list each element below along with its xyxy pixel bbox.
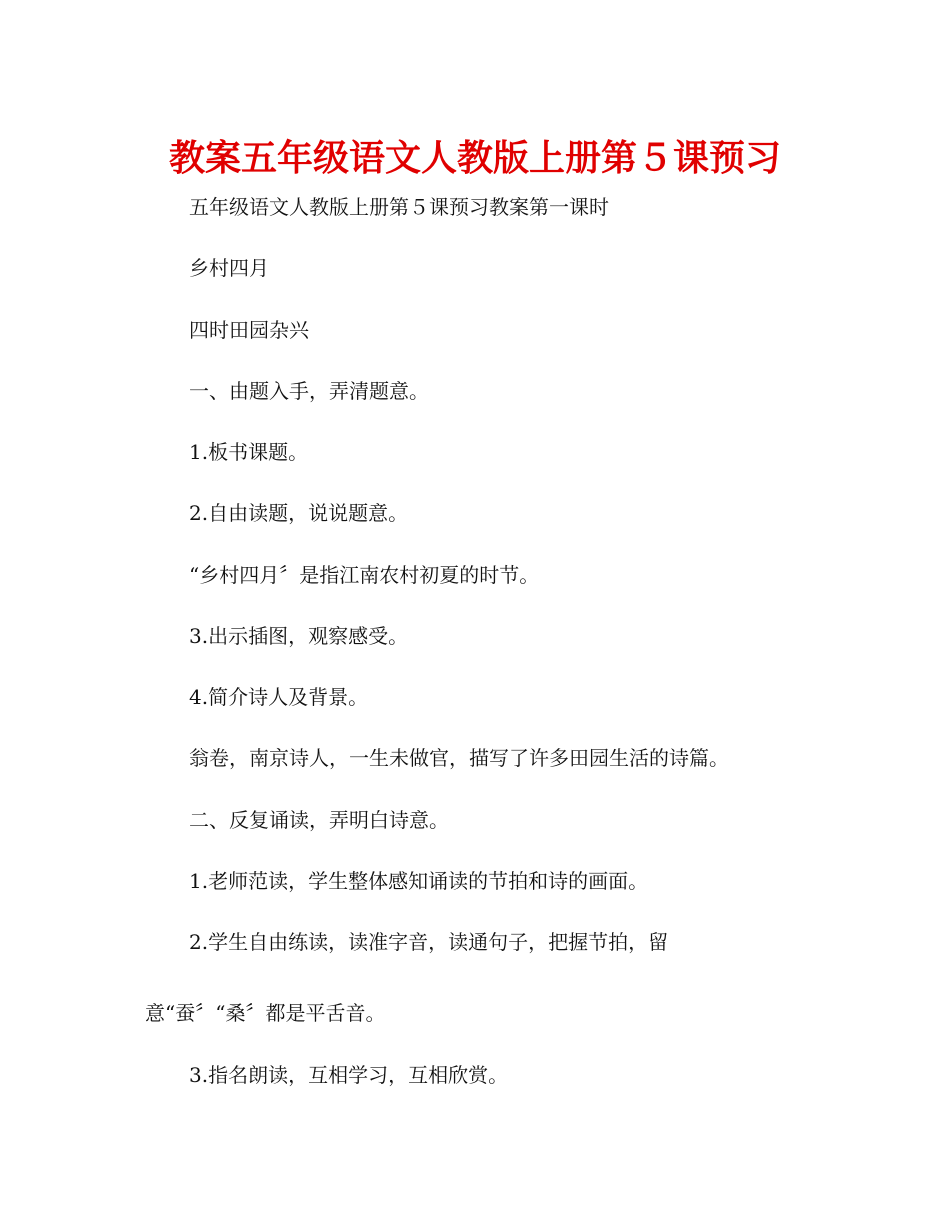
paragraph-step-3: 3.出示插图，观察感受。: [189, 624, 409, 648]
document-title: 教案五年级语文人教版上册第５课预习: [168, 138, 781, 179]
paragraph-poet-intro: 翁卷，南京诗人，一生未做官，描写了许多田园生活的诗篇。: [189, 746, 729, 770]
paragraph-poem-title-1: 乡村四月: [189, 256, 269, 280]
paragraph-step-2: 2.自由读题，说说题意。: [189, 501, 409, 525]
paragraph-step-4: 4.简介诗人及背景。: [189, 685, 369, 709]
paragraph-step-6-continued: 意“蚕〞“桑〞都是平舌音。: [145, 1001, 386, 1025]
paragraph-explanation: “乡村四月〞是指江南农村初夏的时节。: [189, 563, 540, 587]
paragraph-subtitle: 五年级语文人教版上册第５课预习教案第一课时: [189, 195, 609, 219]
paragraph-step-1: 1.板书课题。: [189, 440, 309, 464]
paragraph-step-7: 3.指名朗读，互相学习，互相欣赏。: [189, 1063, 509, 1087]
paragraph-step-6: 2.学生自由练读，读准字音，读通句子，把握节拍，留: [189, 930, 669, 954]
section-heading-1: 一、由题入手，弄清题意。: [189, 379, 429, 403]
section-heading-2: 二、反复诵读，弄明白诗意。: [189, 808, 449, 832]
paragraph-step-5: 1.老师范读，学生整体感知诵读的节拍和诗的画面。: [189, 869, 649, 893]
paragraph-poem-title-2: 四时田园杂兴: [189, 318, 309, 342]
